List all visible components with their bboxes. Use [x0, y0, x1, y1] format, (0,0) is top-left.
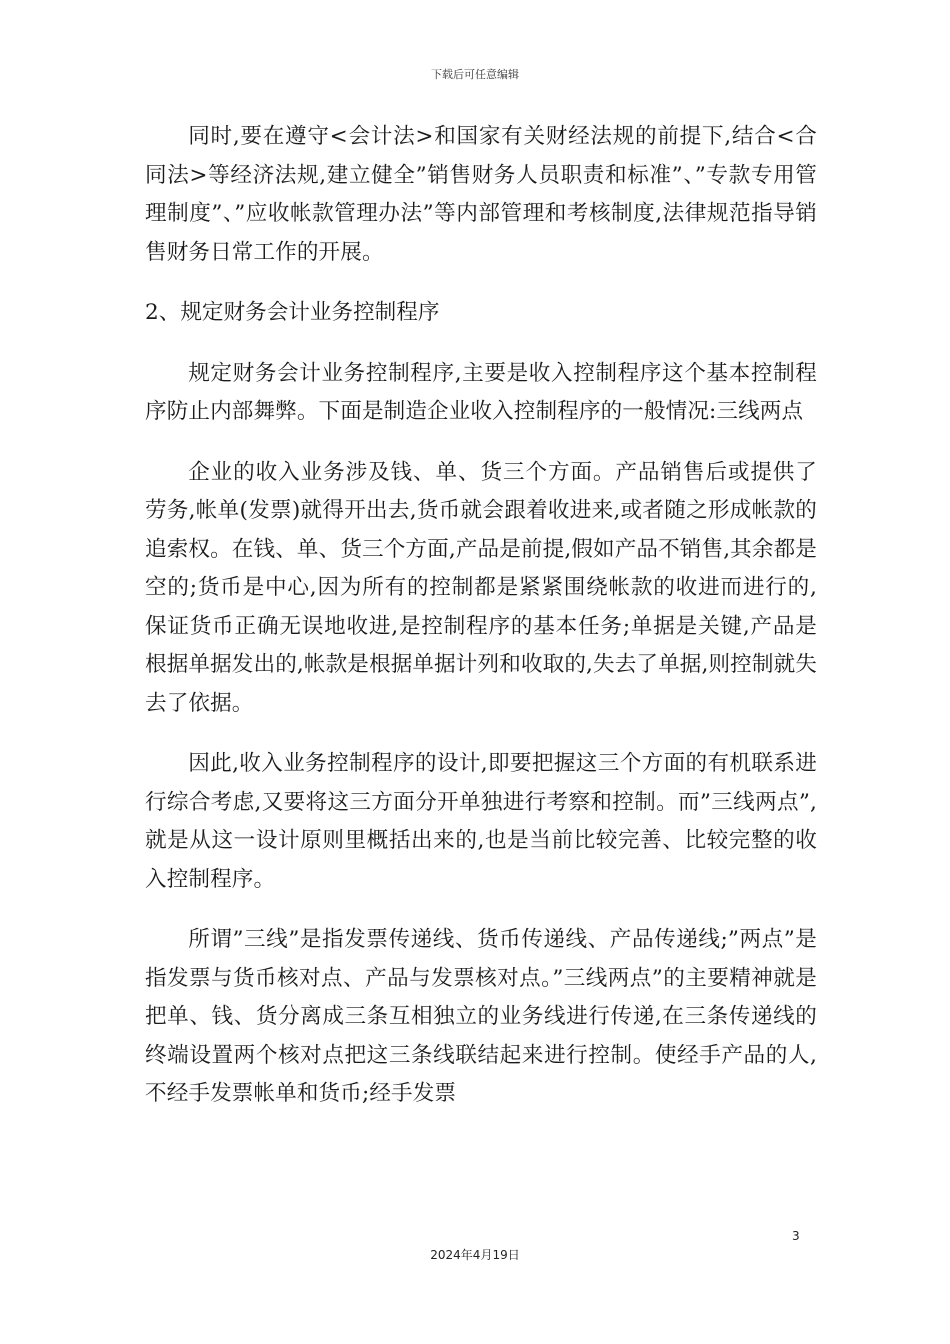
document-body [145, 118, 817, 1114]
spacer [145, 432, 817, 454]
page-number: 3 [792, 1229, 800, 1243]
paragraph-1: 同时,要在遵守<会计法>和国家有关财经法规的前提下,结合<合同法>等经济法规,建立健全”销售财务人员职责和标准”、”专款专用管理制度”、”应收帐款管理办法”等内部管理和考核制度,法律规范指导销售财务日常工作的开展。 [145, 124, 817, 265]
page-header: 下载后可任意编辑 [431, 68, 519, 81]
paragraph-4: 因此,收入业务控制程序的设计,即要把握这三个方面的有机联系进行综合考虑,又要将这三方面分开单独进行考察和控制。而”三线两点”,就是从这一设计原则里概括出来的,也是当前比较完善、比较完整的收入控制程序。 [145, 751, 817, 892]
paragraph-3: 企业的收入业务涉及钱、单、货三个方面。产品销售后或提供了劳务,帐单(发票)就得开出去,货币就会跟着收进来,或者随之形成帐款的追索权。在钱、单、货三个方面,产品是前提,假如产品不销售,其余都是空的;货币是中心,因为所有的控制都是紧紧围绕帐款的收进而进行的,保证货币正确无误地收进,是控制程序的基本任务;单据是关键,产品是根据单据发出的,帐款是根据单据计列和收取的,失去了单据,则控制就失去了依据。 [145, 459, 817, 716]
paragraph-5: 所谓”三线”是指发票传递线、货币传递线、产品传递线;”两点”是指发票与货币核对点、产品与发票核对点。”三线两点”的主要精神就是把单、钱、货分离成三条互相独立的业务线进行传递,在三条传递线的终端设置两个核对点把这三条线联结起来进行控制。使经手产品的人,不经手发票帐单和货币;经手发票 [145, 927, 817, 1106]
page-footer-date: 2024年4月19日 [430, 1248, 520, 1262]
paragraph-2: 规定财务会计业务控制程序,主要是收入控制程序这个基本控制程序防止内部舞弊。下面是制造企业收入控制程序的一般情况:三线两点 [145, 360, 817, 424]
spacer [145, 333, 817, 355]
spacer [145, 899, 817, 921]
section-heading: 2、规定财务会计业务控制程序 [145, 300, 440, 325]
spacer [145, 272, 817, 294]
spacer [145, 723, 817, 745]
